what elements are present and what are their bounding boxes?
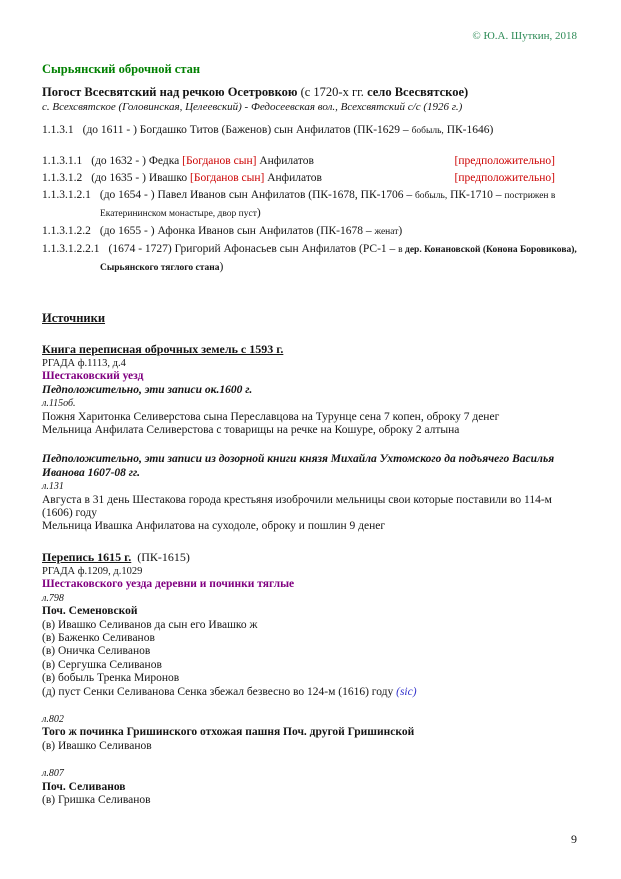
- entry-text: (до 1632 - ) Федка: [91, 155, 183, 167]
- entry-text: (1674 - 1727) Григорий Афонасьев сын Анфилатов (РС-1 –: [108, 243, 399, 255]
- sources-heading: Источники: [42, 311, 106, 325]
- record-line: Пожня Харитонка Селиверстова сына Переславцова на Турунце сена 7 копен, оброку 7 денег: [42, 410, 500, 423]
- pochinok-heading: Поч. Семеновской: [42, 605, 138, 618]
- source-census-1615: [42, 549, 577, 808]
- copyright-line: © Ю.А. Шуткин, 2018: [472, 30, 577, 42]
- entry-text: Анфилатов: [256, 155, 314, 167]
- pogost-bold-part: Погост Всесвятский над речкою Осетровкою: [42, 85, 301, 99]
- entry-number: 1.1.3.1.2.2: [42, 225, 91, 237]
- household-line: [42, 686, 577, 699]
- pogost-normal-part: (с 1720-х гг.: [300, 85, 368, 99]
- source-title-text: Книга переписная оброчных земель с 1593 г.: [42, 342, 284, 356]
- entry-text: (до 1611 - ) Богдашко Титов (Баженов) сын Анфилатов (ПК-1629 –: [82, 124, 412, 136]
- entry-text: ): [398, 225, 403, 237]
- genealogy-entry: [42, 223, 577, 241]
- entry-small-note: бобыль,: [414, 191, 448, 201]
- archive-reference: РГАДА ф.1113, д.4: [42, 358, 126, 369]
- source-title: [42, 341, 577, 357]
- genealogy-entry: [42, 170, 577, 187]
- presumption-flag: [предположительно]: [454, 172, 555, 184]
- entry-text: Анфилатов: [264, 172, 322, 184]
- record-line: Мельница Ивашка Анфилатова на суходоле, оброку и пошлин 9 денег: [42, 520, 386, 533]
- household-line: (в) Баженко Селиванов: [42, 631, 155, 644]
- household-line: (в) Оничка Селиванов: [42, 645, 151, 658]
- entry-text: (до 1635 - ) Ивашко: [91, 172, 191, 184]
- genealogy-entry: [42, 122, 577, 140]
- entry-small-bold-note: дер. Конановской (Конона Боровикова), Сырьянского тяглого стана: [100, 245, 577, 273]
- household-line-text: (д) пуст Сенки Селиванова Сенка збежал безвесно во 124-м (1616) году: [42, 685, 397, 698]
- household-line: (в) Ивашко Селиванов: [42, 739, 152, 752]
- entry-number: 1.1.3.1.2.1: [42, 189, 91, 201]
- pogost-bold-part2: село Всесвятское): [367, 85, 469, 99]
- entry-text: ): [219, 261, 224, 273]
- source-title-text: Перепись 1615 г.: [42, 549, 132, 564]
- entry-text: ПК-1646): [443, 124, 494, 136]
- genealogy-list: [42, 122, 577, 277]
- entry-text: ): [256, 207, 261, 219]
- entry-text: ПК-1710 –: [447, 189, 505, 201]
- entry-text: (до 1654 - ) Павел Иванов сын Анфилатов (ПК-1678, ПК-1706 –: [99, 189, 415, 201]
- source-book-1593: [42, 341, 577, 534]
- genealogy-entry: [42, 153, 577, 170]
- uyezd-heading: Шестаковского уезда деревни и починки тяглые: [42, 578, 295, 591]
- folio-reference: л.798: [42, 592, 64, 604]
- source-title-suffix: (ПК-1615): [137, 549, 190, 564]
- record-line: Августа в 31 день Шестакова города крестьяня изоброчили мельницы свои которые поставили во 114-м (1606) году: [42, 493, 552, 520]
- household-line: (в) Гришка Селиванов: [42, 793, 151, 806]
- entry-small-note: в: [398, 245, 406, 255]
- presumption-flag: [предположительно]: [454, 155, 555, 167]
- entry-small-note: пострижен в Екатерининском монастыре, двор пуст: [100, 191, 556, 219]
- entry-number: 1.1.3.1.2.2.1: [42, 243, 100, 255]
- entry-small-note: бобыль,: [411, 126, 444, 136]
- folio-reference: л.115об.: [42, 398, 76, 410]
- folio-reference: л.807: [42, 768, 64, 780]
- entry-text: (до 1655 - ) Афонка Иванов сын Анфилатов (ПК-1678 –: [99, 225, 375, 237]
- entry-number: 1.1.3.1: [42, 124, 74, 136]
- source-title: [42, 549, 577, 565]
- household-line: (в) бобыль Тренка Миронов: [42, 672, 180, 685]
- genealogy-entry: [42, 187, 577, 223]
- page-number: 9: [571, 832, 577, 846]
- pochinok-heading: Поч. Селиванов: [42, 780, 126, 793]
- archive-reference: РГАДА ф.1209, д.1029: [42, 565, 143, 577]
- editor-note: Педположительно, эти записи из дозорной книги князя Михайла Ухтомского да подъячего Василья Иванова 1607-08 гг.: [42, 453, 555, 479]
- genealogy-entry: [42, 241, 577, 277]
- entry-red-insert: [Богданов сын]: [182, 155, 257, 167]
- uyezd-heading: Шестаковский уезд: [42, 370, 144, 383]
- pogost-heading: [42, 85, 577, 100]
- folio-reference: л.802: [42, 713, 64, 725]
- entry-red-insert: [Богданов сын]: [190, 172, 265, 184]
- entry-number: 1.1.3.1.2: [42, 172, 83, 184]
- household-line: (в) Сергушка Селиванов: [42, 658, 162, 671]
- stan-title: Сырьянский оброчной стан: [42, 62, 201, 76]
- record-line: Мельница Анфилата Селиверстова с товарищы на речке на Кошуре, оброку 2 алтына: [42, 424, 460, 437]
- entry-small-note: женат: [374, 227, 399, 237]
- sic-marker: (sic): [396, 685, 417, 698]
- pogost-subtitle: с. Всехсвятское (Головинская, Целеевский) - Федосеевская вол., Всехсвятский с/с (1926 г.): [42, 101, 463, 113]
- editor-note: Педположительно, эти записи ок.1600 г.: [42, 383, 253, 396]
- entry-number: 1.1.3.1.1: [42, 155, 83, 167]
- household-line: (в) Ивашко Селиванов да сын его Ивашко ж: [42, 618, 258, 631]
- pochinok-heading: Того ж починка Гришинского отхожая пашня Поч. другой Гришинской: [42, 726, 415, 739]
- folio-reference: л.131: [42, 481, 64, 493]
